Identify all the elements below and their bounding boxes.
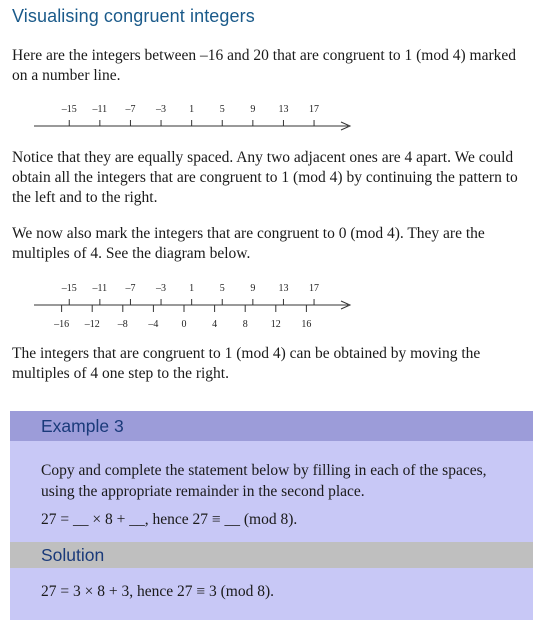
example-header [10, 411, 533, 441]
number-line-1-top-label: 13 [278, 104, 289, 115]
number-line-1-top-label: –15 [61, 104, 77, 115]
number-line-1-top-label: 5 [219, 104, 225, 115]
number-line-2-top-label: –7 [125, 283, 136, 294]
number-line-2-bottom-label: –4 [148, 319, 159, 330]
example-body [10, 441, 533, 542]
number-line-2-top-label: 13 [278, 283, 289, 294]
equal-spacing-paragraph: Notice that they are equally spaced. Any two adjacent ones are 4 apart. We could obtain all the integers that are congruent to 1 (mod 4) by continuing the pattern to the left and to the right. [12, 149, 518, 206]
intro-paragraph: Here are the integers between –16 and 20 that are congruent to 1 (mod 4) marked on a number line. [12, 47, 516, 84]
number-line-2-top-label: 5 [219, 283, 225, 294]
number-line-2-bottom-label: 8 [242, 319, 248, 330]
number-line-2-top-label: 9 [250, 283, 256, 294]
section-heading: Visualising congruent integers [12, 6, 255, 26]
example-title: Example 3 [41, 416, 124, 436]
example-statement: 27 = __ × 8 + __, hence 27 ≡ __ (mod 8). [41, 511, 298, 528]
solution-header [10, 542, 533, 568]
number-line-2-bottom-label: 4 [212, 319, 218, 330]
number-line-2-top-label: 1 [189, 283, 195, 294]
number-line-2-bottom-label: –16 [54, 319, 70, 330]
solution-title: Solution [41, 545, 105, 565]
number-line-2-top-label: –11 [92, 283, 108, 294]
number-line-1-top-label: 1 [189, 104, 195, 115]
number-line-2 [30, 279, 360, 338]
solution-statement: 27 = 3 × 8 + 3, hence 27 ≡ 3 (mod 8). [41, 583, 274, 600]
number-line-2-bottom-label: –8 [117, 319, 128, 330]
number-line-1-top-label: 17 [309, 104, 320, 115]
number-line-2-bottom-label: 12 [270, 319, 281, 330]
number-line-1-top-label: 9 [250, 104, 256, 115]
number-line-2-bottom-label: –12 [84, 319, 100, 330]
number-line-2-top-label: –3 [156, 283, 167, 294]
number-line-1 [30, 100, 360, 139]
multiples-paragraph: We now also mark the integers that are congruent to 0 (mod 4). They are the multiples of 4. See the diagram below. [12, 225, 485, 262]
shift-paragraph: The integers that are congruent to 1 (mod 4) can be obtained by moving the multiples of 4 one step to the right. [12, 345, 481, 382]
number-line-2-top-label: 17 [309, 283, 320, 294]
solution-body [10, 568, 533, 620]
number-line-2-top-label: –15 [61, 283, 77, 294]
number-line-1-top-label: –7 [125, 104, 136, 115]
number-line-1-top-label: –3 [156, 104, 167, 115]
number-line-2-bottom-label: 0 [181, 319, 187, 330]
number-line-1-top-label: –11 [92, 104, 108, 115]
number-line-2-bottom-label: 16 [301, 319, 312, 330]
example-instructions: Copy and complete the statement below by filling in each of the spaces, using the appropriate remainder in the second place. [41, 462, 487, 500]
